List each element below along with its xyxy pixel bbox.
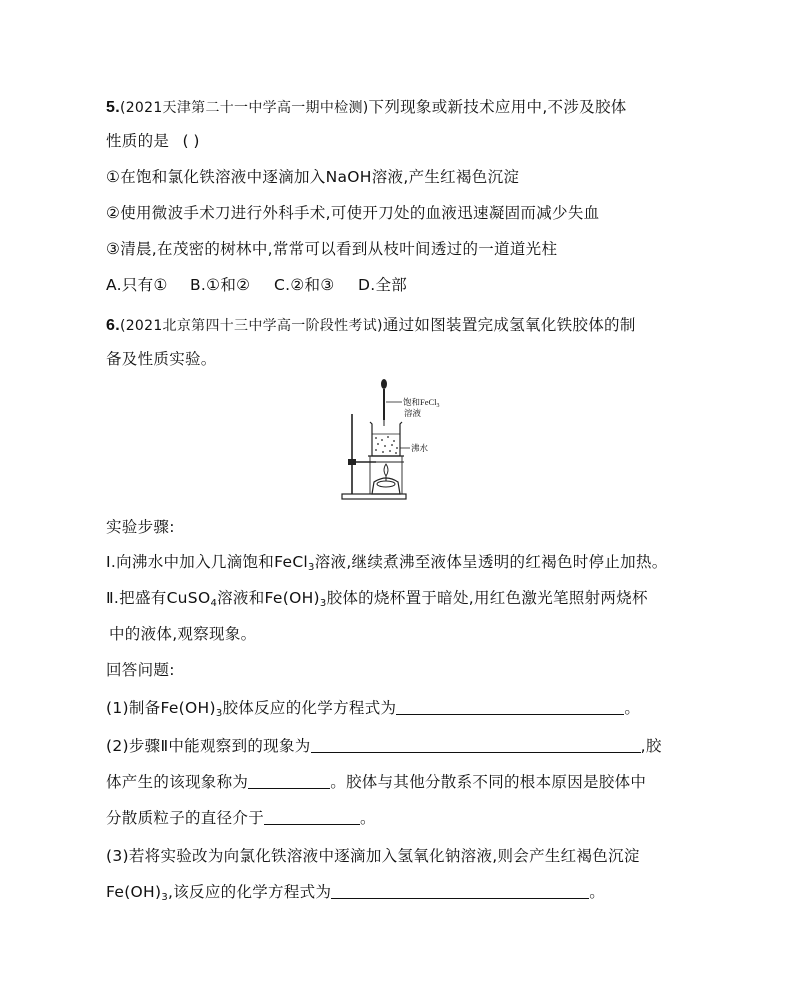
q5-stem-line1 [106, 96, 627, 119]
q5-option-a: A.只有① [106, 276, 168, 294]
steps-heading: 实验步骤: [106, 518, 175, 536]
label-fecl3: 饱和FeCl$_3$ [403, 397, 440, 409]
sub2-line2-text-a: 体产生的该现象称为 [106, 773, 249, 791]
q5-option-d: D.全部 [358, 276, 408, 294]
sub-question-3: (3)若将实验改为向氯化铁溶液中逐滴加入氢氧化钠溶液,则会产生红褐色沉淀 [106, 847, 640, 865]
q5-statement-3: ③清晨,在茂密的树林中,常常可以看到从枝叶间透过的一道道光柱 [106, 240, 558, 258]
sub1-sub: 3 [215, 708, 223, 719]
flame [384, 464, 388, 476]
sub3-sub: 3 [161, 892, 169, 903]
q5-stem-line2 [106, 130, 199, 152]
apparatus-figure [338, 378, 466, 502]
sub3-end: 。 [589, 883, 606, 901]
sub3-answer-blank[interactable] [331, 882, 589, 899]
sub2-answer-blank-1[interactable] [311, 736, 641, 753]
label-solution: 溶液 [404, 408, 422, 418]
step2-sub2: 3 [319, 598, 327, 609]
q5-option-b: B.①和② [190, 276, 251, 294]
q6-stem-line2: 备及性质实验。 [106, 350, 217, 368]
sub2-line2-text-b: 。胶体与其他分散系不同的根本原因是胶体中 [330, 773, 647, 791]
sub-question-3-line2 [106, 881, 605, 903]
step1-chem: FeCl [274, 553, 309, 571]
q5-stem-text2: 性质的是 [106, 132, 170, 150]
sub-question-2 [106, 735, 662, 757]
answer-heading: 回答问题: [106, 661, 175, 679]
step2-text-a: Ⅱ.把盛有 [106, 589, 167, 607]
q5-answer-paren: ( ) [182, 132, 200, 150]
beaker [370, 422, 402, 456]
sub1-answer-blank[interactable] [396, 698, 624, 715]
sub1-text-a: (1)制备 [106, 699, 161, 717]
sub1-text-b: 胶体反应的化学方程式为 [222, 699, 397, 717]
q5-option-c: C.②和③ [274, 276, 335, 294]
q6-source: (2021北京第四十三中学高一阶段性考试) [119, 318, 383, 334]
boiling-water [375, 436, 398, 454]
step2-text-c: 胶体的烧杯置于暗处,用红色激光笔照射两烧杯 [326, 589, 648, 607]
sub2-text-b: ,胶 [640, 737, 662, 755]
sub2-answer-blank-2[interactable] [248, 772, 330, 789]
sub2-text-a: (2)步骤Ⅱ中能观察到的现象为 [106, 737, 311, 755]
sub-question-2-line3 [106, 807, 376, 829]
stand-base [342, 494, 406, 499]
label-boiling-water: 沸水 [411, 443, 429, 453]
sub2-line3-text-a: 分散质粒子的直径介于 [106, 809, 265, 827]
step1-text-b: 溶液,继续煮沸至液体呈透明的红褐色时停止加热。 [314, 553, 668, 571]
q5-statement-1: ①在饱和氯化铁溶液中逐滴加入NaOH溶液,产生红褐色沉淀 [106, 168, 520, 186]
sub1-end: 。 [624, 699, 641, 717]
q6-stem-text1: 通过如图装置完成氢氧化铁胶体的制 [382, 316, 636, 334]
step-1 [106, 551, 668, 573]
q5-source: (2021天津第二十一中学高一期中检测) [119, 100, 369, 116]
step2-chem2: Fe(OH) [264, 589, 320, 607]
sub2-answer-blank-3[interactable] [264, 808, 360, 825]
sub2-line3-text-b: 。 [360, 809, 376, 827]
q5-number: 5. [106, 99, 120, 116]
sub3-chem: Fe(OH) [106, 883, 162, 901]
step-2 [106, 587, 648, 609]
sub3-text-b: ,该反应的化学方程式为 [168, 883, 332, 901]
step2-text-b: 溶液和 [217, 589, 265, 607]
sub-question-1 [106, 697, 640, 719]
step1-text-a: Ⅰ.向沸水中加入几滴饱和 [106, 553, 275, 571]
sub1-chem: Fe(OH) [160, 699, 216, 717]
sub-question-2-line2 [106, 771, 646, 793]
step2-sub1: 4 [210, 598, 218, 609]
step-2-line2: 中的液体,观察现象。 [109, 625, 257, 643]
step1-sub: 3 [308, 562, 315, 573]
step2-chem1: CuSO [166, 589, 211, 607]
q5-statement-2: ②使用微波手术刀进行外科手术,可使开刀处的血液迅速凝固而减少失血 [106, 204, 600, 222]
q6-number: 6. [106, 317, 120, 334]
dropper-bulb [381, 379, 387, 389]
q6-stem-line1 [106, 314, 636, 337]
q5-options [106, 274, 407, 296]
q5-stem-text1: 下列现象或新技术应用中,不涉及胶体 [368, 98, 627, 116]
